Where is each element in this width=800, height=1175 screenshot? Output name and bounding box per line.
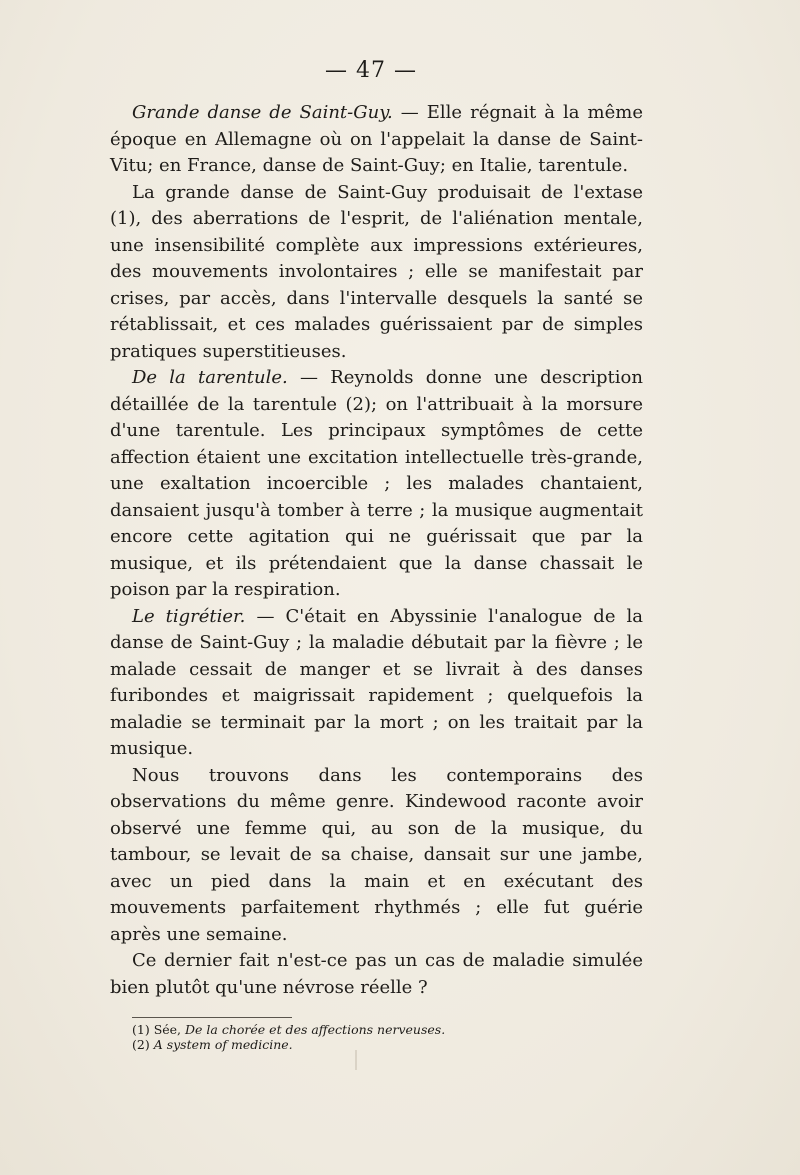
- paragraph-body: Elle régnait à la même époque en Allemagne où on l'appelait la danse de Saint-Vitu; en France, danse de Saint-Guy; en Italie, tarentule.: [110, 102, 643, 176]
- footnote-1: [132, 1022, 643, 1037]
- footnote-mark: (1): [132, 1022, 150, 1037]
- page-number: — 47 —: [325, 58, 417, 83]
- footnote-mark: (2): [132, 1037, 150, 1052]
- footnotes: [132, 1022, 643, 1052]
- paper-mark: [355, 1050, 357, 1070]
- paragraph-grande-danse: [110, 100, 643, 180]
- paragraph-body: C'était en Abyssinie l'analogue de la danse de Saint-Guy ; la maladie débutait par la fièvre ; le malade cessait de manger et se livrait à des danses furibondes et maigrissait rapidement ; quelquefois la maladie se terminait par la mort ; on les traitait par la musique.: [110, 605, 644, 759]
- paragraph-tarentule: [110, 365, 643, 604]
- paragraph-extase: [110, 180, 643, 366]
- footnote-rule: [132, 1017, 292, 1018]
- paragraph-tigretier: [110, 604, 643, 763]
- paragraph-body: La grande danse de Saint-Guy produisait de l'extase (1), des aberrations de l'esprit, de l'aliénation mentale, une insensibilité complète aux impressions extérieures, des mouvements involontaires ; elle se manifestait par crises, par accès, dans l'intervalle desquels la santé se rétablissait, et ces malades guérissaient par de simples pratiques superstitieuses.: [110, 181, 643, 362]
- paragraph-body: Reynolds donne une description détaillée de la tarentule (2); on l'attribuait à la morsure d'une tarentule. Les principaux symptômes de cette affection étaient une excitation intellectuelle très-grande, une exaltation incoercible ; les malades chantaient, dansaient jusqu'à tomber à terre ; la musique augmentait encore cette agitation qui ne guérissait que par la musique, et ils prétendaient que la danse chassait le poison par la respiration.: [110, 367, 643, 600]
- paragraph-body: Ce dernier fait n'est-ce pas un cas de maladie simulée bien plutôt qu'une névrose réelle ?: [110, 950, 643, 998]
- body-text: [110, 100, 643, 1052]
- footnote-author: Sée,: [153, 1022, 182, 1037]
- paragraph-heading: Grande danse de Saint-Guy.: [132, 102, 393, 123]
- paragraph-contemporains: [110, 763, 643, 949]
- footnote-2: [132, 1037, 643, 1052]
- heading-separator: —: [392, 102, 427, 123]
- footnote-title: De la chorée et des affections nerveuses.: [185, 1022, 446, 1037]
- paragraph-heading: Le tigrétier.: [132, 605, 246, 627]
- footnote-title: A system of medicine.: [153, 1037, 293, 1052]
- paragraph-heading: De la tarentule.: [132, 367, 288, 388]
- paragraph-conclusion: [110, 948, 643, 1001]
- paragraph-body: Nous trouvons dans les contemporains des observations du même genre. Kindewood raconte avoir observé une femme qui, au son de la musique, du tambour, se levait de sa chaise, dansait sur une jambe, avec un pied dans la main et en exécutant des mouvements parfaitement rhythmés ; elle fut guérie après une semaine.: [110, 764, 643, 945]
- heading-separator: —: [245, 605, 286, 627]
- heading-separator: —: [287, 367, 331, 388]
